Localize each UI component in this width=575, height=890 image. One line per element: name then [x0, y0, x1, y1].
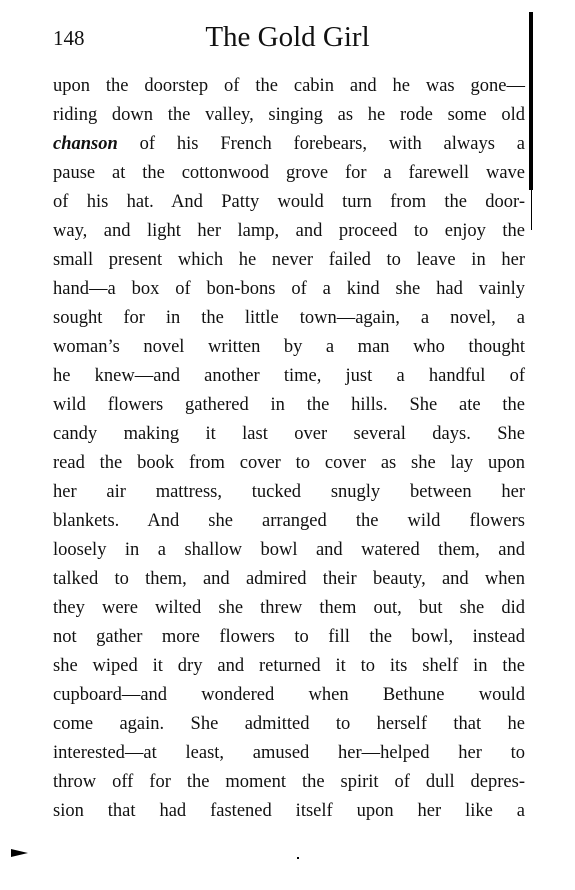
text-line-segment: read the book from cover to cover as she lay upon [53, 453, 525, 473]
text-line [53, 130, 525, 159]
text-line-segment: he knew—and another time, just a handful of [53, 366, 525, 386]
text-line [53, 507, 525, 536]
text-line [53, 681, 525, 710]
body-text [53, 72, 525, 826]
text-line-segment: way, and light her lamp, and proceed to enjoy the [53, 221, 525, 241]
text-line [53, 768, 525, 797]
text-line-segment: of his French forebears, with always a [117, 134, 525, 154]
text-line-segment: interested—at least, amused her—helped her to [53, 743, 525, 763]
text-line-segment: her air mattress, tucked snugly between her [53, 482, 525, 502]
text-line [53, 217, 525, 246]
text-line [53, 739, 525, 768]
text-line [53, 478, 525, 507]
text-line-segment: of his hat. And Patty would turn from the door- [53, 192, 525, 212]
text-line [53, 652, 525, 681]
text-line-segment: blankets. And she arranged the wild flowers [53, 511, 525, 531]
italic-word: chanson [53, 134, 118, 154]
text-line-segment: upon the doorstep of the cabin and he was gone— [53, 76, 525, 96]
running-title: The Gold Girl [205, 21, 370, 53]
text-line [53, 188, 525, 217]
text-line-segment: not gather more flowers to fill the bowl, instead [53, 627, 525, 647]
text-line-segment: cupboard—and wondered when Bethune would [53, 685, 525, 705]
text-line [53, 159, 525, 188]
text-line [53, 710, 525, 739]
text-line-segment: loosely in a shallow bowl and watered them, and [53, 540, 525, 560]
text-line [53, 275, 525, 304]
text-line [53, 246, 525, 275]
text-line [53, 797, 525, 826]
text-line-segment: she wiped it dry and returned it to its shelf in the [53, 656, 525, 676]
text-line [53, 594, 525, 623]
text-line [53, 391, 525, 420]
text-line [53, 449, 525, 478]
text-line [53, 420, 525, 449]
scan-edge-mark-thin [531, 180, 532, 230]
text-line [53, 101, 525, 130]
text-line-segment: small present which he never failed to leave in her [53, 250, 525, 270]
text-line-segment: talked to them, and admired their beauty, and when [53, 569, 525, 589]
margin-arrow-icon [11, 849, 28, 857]
text-line [53, 623, 525, 652]
text-line-segment: wild flowers gathered in the hills. She ate the [53, 395, 525, 415]
text-line [53, 304, 525, 333]
speck-mark [297, 857, 299, 859]
text-line-segment: sion that had fastened itself upon her like a [53, 801, 525, 821]
text-line-segment: candy making it last over several days. She [53, 424, 525, 444]
text-line-segment: sought for in the little town—again, a novel, a [53, 308, 525, 328]
text-line [53, 536, 525, 565]
text-line-segment: come again. She admitted to herself that he [53, 714, 525, 734]
text-line [53, 72, 525, 101]
text-line [53, 333, 525, 362]
text-line [53, 362, 525, 391]
text-line-segment: woman’s novel written by a man who thought [53, 337, 525, 357]
text-line-segment: pause at the cottonwood grove for a farewell wave [53, 163, 525, 183]
text-line-segment: throw off for the moment the spirit of dull depres- [53, 772, 525, 792]
scan-edge-mark [529, 12, 533, 190]
page-number: 148 [53, 26, 85, 50]
text-line [53, 565, 525, 594]
text-line-segment: they were wilted she threw them out, but she did [53, 598, 525, 618]
text-line-segment: riding down the valley, singing as he rode some old [53, 105, 525, 125]
text-line-segment: hand—a box of bon-bons of a kind she had vainly [53, 279, 525, 299]
